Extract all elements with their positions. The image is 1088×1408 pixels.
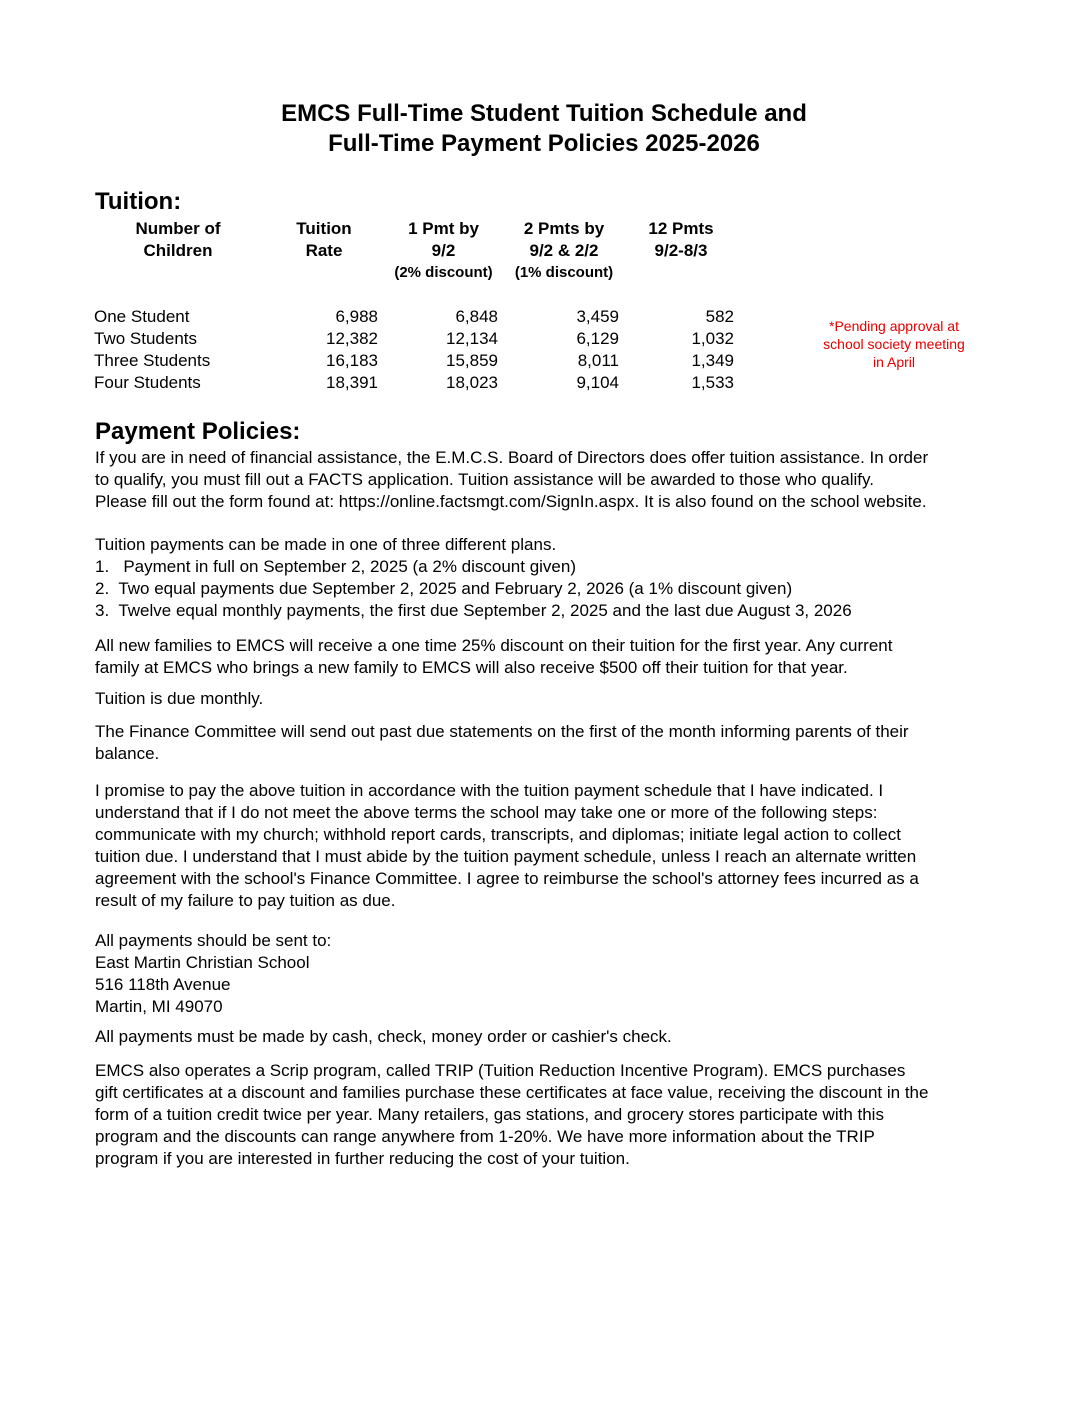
mailing-address bbox=[95, 930, 975, 1018]
table-row bbox=[94, 372, 754, 394]
scrip-line: EMCS also operates a Scrip program, called TRIP (Tuition Reduction Incentive Program). EMCS purchases bbox=[95, 1061, 906, 1080]
tuition-heading: Tuition: bbox=[95, 188, 182, 215]
row-one-payment: 15,859 bbox=[446, 351, 498, 370]
header-one-payment-line-1: 1 Pmt by bbox=[408, 219, 479, 238]
promise-line: I promise to pay the above tuition in accordance with the tuition payment schedule that I have indicated. I bbox=[95, 781, 884, 800]
title-line-1: EMCS Full-Time Student Tuition Schedule and bbox=[281, 100, 807, 127]
row-two-payments: 6,129 bbox=[576, 329, 619, 348]
row-label: Three Students bbox=[94, 351, 211, 370]
header-one-payment-discount: (2% discount) bbox=[394, 264, 493, 281]
plan-item: 1. Payment in full on September 2, 2025 (a 2% discount given) bbox=[95, 557, 576, 576]
row-rate: 12,382 bbox=[326, 329, 378, 348]
header-children-line-1: Number of bbox=[135, 219, 221, 238]
header-rate-line-1: Tuition bbox=[296, 219, 352, 238]
header-twelve-payments-line-2: 9/2-8/3 bbox=[654, 241, 708, 260]
plan-item: 2. Two equal payments due September 2, 2025 and February 2, 2026 (a 1% discount given) bbox=[95, 579, 793, 598]
row-rate: 6,988 bbox=[335, 307, 378, 326]
row-one-payment: 18,023 bbox=[446, 373, 498, 392]
header-one-payment bbox=[386, 218, 501, 284]
row-label: Four Students bbox=[94, 373, 201, 392]
header-two-payments bbox=[506, 218, 622, 284]
assistance-line: Please fill out the form found at: https://online.factsmgt.com/SignIn.aspx. It is also found on the school website. bbox=[95, 492, 927, 511]
scrip-line: form of a tuition credit twice per year. Many retailers, gas stations, and grocery stores participate with this bbox=[95, 1105, 884, 1124]
finance-paragraph bbox=[95, 721, 975, 765]
scrip-paragraph bbox=[95, 1060, 975, 1170]
header-two-payments-discount: (1% discount) bbox=[514, 264, 614, 281]
due-monthly: Tuition is due monthly. bbox=[95, 689, 264, 708]
table-row bbox=[94, 350, 754, 372]
plan-item: 3. Twelve equal monthly payments, the first due September 2, 2025 and the last due August 3, 2026 bbox=[95, 601, 852, 620]
promise-line: tuition due. I understand that I must abide by the tuition payment schedule, unless I reach an alternate written bbox=[95, 847, 917, 866]
row-rate: 16,183 bbox=[326, 351, 378, 370]
address-line: East Martin Christian School bbox=[95, 953, 310, 972]
payment-plans bbox=[95, 534, 975, 622]
payment-policies-heading: Payment Policies: bbox=[95, 418, 301, 445]
note-line-2: school society meeting bbox=[823, 336, 965, 352]
table-row bbox=[94, 306, 754, 328]
row-one-payment: 12,134 bbox=[446, 329, 498, 348]
header-twelve-payments-line-1: 12 Pmts bbox=[648, 219, 714, 238]
promise-line: understand that if I do not meet the above terms the school may take one or more of the following steps: bbox=[95, 803, 878, 822]
promise-line: result of my failure to pay tuition as due. bbox=[95, 891, 396, 910]
row-twelve-payments: 1,349 bbox=[691, 351, 734, 370]
header-children-line-2: Children bbox=[143, 241, 213, 260]
table-row bbox=[94, 328, 754, 350]
row-two-payments: 3,459 bbox=[576, 307, 619, 326]
note-line-1: *Pending approval at bbox=[829, 318, 959, 334]
promise-paragraph bbox=[95, 780, 975, 912]
row-twelve-payments: 582 bbox=[705, 307, 734, 326]
scrip-line: gift certificates at a discount and families purchase these certificates at face value, receiving the discount in the bbox=[95, 1083, 929, 1102]
header-twelve-payments bbox=[630, 218, 732, 262]
assistance-paragraph bbox=[95, 447, 975, 513]
row-label: One Student bbox=[94, 307, 190, 326]
row-label: Two Students bbox=[94, 329, 198, 348]
page-title bbox=[0, 99, 1088, 159]
new-families-line: All new families to EMCS will receive a one time 25% discount on their tuition for the first year. Any current bbox=[95, 636, 893, 655]
header-one-payment-line-2: 9/2 bbox=[431, 241, 456, 260]
promise-line: agreement with the school's Finance Committee. I agree to reimburse the school's attorney fees incurred as a bbox=[95, 869, 919, 888]
new-families-line: family at EMCS who brings a new family to EMCS will also receive $500 off their tuition for that year. bbox=[95, 658, 848, 677]
assistance-line: to qualify, you must fill out a FACTS application. Tuition assistance will be awarded to those who qualify. bbox=[95, 470, 874, 489]
header-rate-line-2: Rate bbox=[305, 241, 343, 260]
row-rate: 18,391 bbox=[326, 373, 378, 392]
promise-line: communicate with my church; withhold report cards, transcripts, and diplomas; initiate legal action to collect bbox=[95, 825, 901, 844]
finance-line: balance. bbox=[95, 744, 160, 763]
payment-methods: All payments must be made by cash, check, money order or cashier's check. bbox=[95, 1027, 672, 1046]
header-two-payments-line-2: 9/2 & 2/2 bbox=[529, 241, 599, 260]
title-line-2: Full-Time Payment Policies 2025-2026 bbox=[328, 130, 760, 157]
row-twelve-payments: 1,533 bbox=[691, 373, 734, 392]
address-line: All payments should be sent to: bbox=[95, 931, 332, 950]
assistance-line: If you are in need of financial assistance, the E.M.C.S. Board of Directors does offer tuition assistance. In order bbox=[95, 448, 929, 467]
row-one-payment: 6,848 bbox=[455, 307, 498, 326]
pending-approval-note bbox=[806, 317, 982, 371]
finance-line: The Finance Committee will send out past due statements on the first of the month informing parents of their bbox=[95, 722, 909, 741]
address-line: Martin, MI 49070 bbox=[95, 997, 223, 1016]
header-two-payments-line-1: 2 Pmts by bbox=[523, 219, 605, 238]
new-families-paragraph bbox=[95, 635, 975, 679]
header-children bbox=[118, 218, 238, 262]
scrip-line: program and the discounts can range anywhere from 1-20%. We have more information about the TRIP bbox=[95, 1127, 875, 1146]
note-line-3: in April bbox=[872, 354, 916, 370]
row-twelve-payments: 1,032 bbox=[691, 329, 734, 348]
address-line: 516 118th Avenue bbox=[95, 975, 231, 994]
header-rate bbox=[274, 218, 374, 262]
plans-intro: Tuition payments can be made in one of three different plans. bbox=[95, 535, 557, 554]
tuition-table-body bbox=[94, 306, 754, 394]
scrip-line: program if you are interested in further reducing the cost of your tuition. bbox=[95, 1149, 630, 1168]
row-two-payments: 8,011 bbox=[577, 351, 619, 370]
row-two-payments: 9,104 bbox=[576, 373, 619, 392]
